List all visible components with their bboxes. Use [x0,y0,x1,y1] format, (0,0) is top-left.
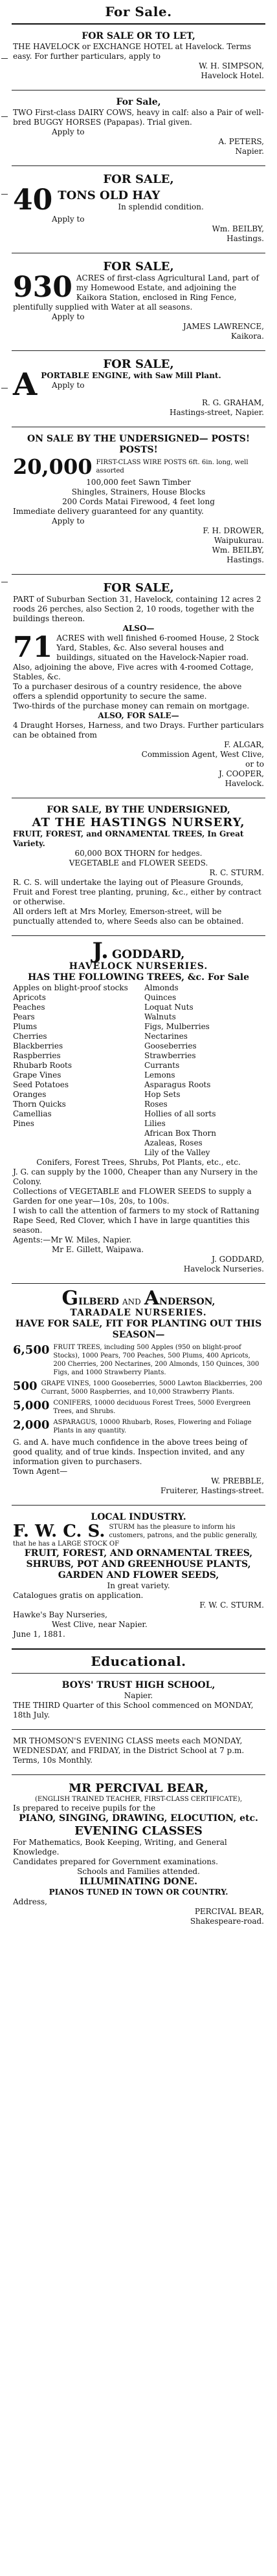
tree-list-item: Blackberries [13,1041,63,1050]
tree-list-item: Thorn Quicks [13,1100,66,1109]
tree-list-item: Hollies of all sorts [144,1109,216,1118]
ad-hay: FOR SALE, 40 TONS OLD HAY In splendid condition. Apply to Wm. BEILBY, Hastings. [13,173,264,243]
tree-list-item: Plums [13,1022,38,1031]
tree-list-item: Cherries [13,1032,47,1041]
ad-acres: FOR SALE, 930 ACRES of first-class Agricultural Land, part of my Homewood Estate, and adjoining the Kaikora Station, enclosed in Ring Fence, plentifully supplied with Water at all seasons. Apply to JAMES LAWRENCE, Kaikora. [13,260,264,341]
ad-cows: For Sale, TWO First-class DAIRY COWS, heavy in calf: also a Pair of well-bred BUGGY HORSES (Papapas). Trial given. Apply to A. PETERS, Napier. [13,97,264,156]
ad-hotel: FOR SALE OR TO LET, THE HAVELOCK or EXCHANGE HOTEL at Havelock. Terms easy. For further particulars, apply to W. H. SIMPSON, Havelock Hotel. [13,31,264,80]
tree-list-item: Strawberries [144,1051,196,1060]
for-sale-header: For Sale. [105,4,172,19]
ad-goddard-nurseries: J. GODDARD, HAVELOCK NURSERIES. HAS THE FOLLOWING TREES, &c. For Sale Apples on blight-proof stocks Apricots Peaches Pears Plums Cherries Blackberries Raspberries Rhubarb Roots Grape Vines Seed Potatoes Oranges Thorn Quicks Camellias Pines Almonds Quinces Loquat Nuts Walnuts Figs, Mulberries Nectarines Gooseberries Strawberries Currants Lemons Asparagus Roots Hop Sets Roses Hollies of all sorts Lilies African Box Thorn Azaleas, Roses Lily of the Valley Conifers, Forest Trees, Shrubs, Pot Plants, etc., etc. J. G. can supply by the 1000, Cheaper than any Nursery in the Colony. Collections of VEGETABLE and FLOWER SEEDS to supply a Garden for one year—10s, 20s, to 100s. I wish to call the attention of farmers to my stock of Rattaning Rape Seed, Red Clover, which I have in large quantities this season. Agents:—Mr W. Miles, Napier. Mr E. Gillett, Waipawa. J. GODDARD, Havelock Nurseries. [13,938,264,1273]
tree-list-item: Figs, Mulberries [144,1022,210,1031]
tree-list-item: Hop Sets [144,1090,181,1099]
tree-list-item: Grape Vines [13,1070,61,1080]
tree-list-item: Oranges [13,1090,47,1099]
ad-body: THE HAVELOCK or EXCHANGE HOTEL at Havelock. Terms easy. For further particulars, apply to [13,42,251,61]
advertisement-column [12,0,265,1932]
tree-list-item: African Box Thorn [144,1129,216,1138]
tree-list-item: Walnuts [144,1012,176,1021]
tree-list-item: Apricots [13,993,46,1002]
column-edge-rule [0,0,9,2576]
ad-engine: FOR SALE, A PORTABLE ENGINE, with Saw Mill Plant. Apply to R. G. GRAHAM, Hastings-street, Napier. [13,357,264,417]
tree-list-item: Azaleas, Roses [144,1138,203,1147]
ad-posts: ON SALE BY THE UNDERSIGNED— POSTS! POSTS! 20,000 FIRST-CLASS WIRE POSTS 6ft. 6in. long, well assorted 100,000 feet Sawn Timber Shingles, Strainers, House Blocks 200 Cords Matai Firewood, 4 feet long Immediate delivery guaranteed for any quantity. Apply to F. H. DROWER, Waipukurau. Wm. BEILBY, Hastings. [13,434,264,564]
tree-list-item: Raspberries [13,1051,61,1060]
tree-list-item: Pears [13,1012,35,1021]
tree-list-item: Seed Potatoes [13,1080,69,1089]
tree-list-item: Currants [144,1061,180,1070]
tree-list-item: Rhubarb Roots [13,1061,72,1070]
tree-list-item: Pines [13,1119,34,1128]
tree-list-item: Almonds [144,983,179,992]
ad-suburban: FOR SALE, PART of Suburban Section 31, Havelock, containing 12 acres 2 roods 26 perches, also Section 2, 10 roods, together with the buildings thereon. ALSO— 71 ACRES with well finished 6-roomed House, 2 Stock Yard, Stables, &c. Also several houses and buildings, situated on the Havelock-Napier road. Also, adjoining the above, Five acres with 4-roomed Cottage, Stables, &c. To a purchaser desirous of a country residence, the above offers a splendid opportunity to secure the same. Two-thirds of the purchase money can remain on mortgage. ALSO, FOR SALE— 4 Draught Horses, Harness, and two Drays. Further particulars can be obtained from F. ALGAR, Commission Agent, West Clive, or to J. COOPER, Havelock. [13,581,264,788]
tree-list-item: Lemons [144,1070,175,1080]
tree-list-item: Lilies [144,1119,166,1128]
tree-list-item: Gooseberries [144,1041,197,1050]
ad-local-industry: LOCAL INDUSTRY. F. W. C. S. STURM has the pleasure to inform his customers, patrons, and the public generally, that he has a LARGE STOCK OF FRUIT, FOREST, AND ORNAMENTAL TREES, SHRUBS, POT AND GREENHOUSE PLANTS, GARDEN AND FLOWER SEEDS, In great variety. Catalogues gratis on application. F. W. C. STURM. Hawke's Bay Nurseries, West Clive, near Napier. June 1, 1881. [13,1512,264,1639]
ad-evening-class: MR THOMSON'S EVENING CLASS meets each MONDAY, WEDNESDAY, and FRIDAY, in the District School at 7 p.m. Terms, 10s Monthly. [13,1736,245,1765]
ad-hastings-nursery: FOR SALE, BY THE UNDERSIGNED, AT THE HASTINGS NURSERY, FRUIT, FOREST, and ORNAMENTAL TREES, In Great Variety. 60,000 BOX THORN for hedges. VEGETABLE and FLOWER SEEDS. R. C. STURM. R. C. S. will undertake the laying out of Pleasure Grounds, Fruit and Forest tree planting, pruning, &c., either by contract or otherwise. All orders left at Mrs Morley, Emerson-street, will be punctually attended to, where Seeds also can be obtained. [13,805,264,926]
tree-list-item: Roses [144,1100,168,1109]
educational-header: Educational. [91,1654,186,1669]
tree-list-item: Nectarines [144,1032,188,1041]
ad-title: FOR SALE OR TO LET, [82,31,195,41]
tree-list-item: Quinces [144,993,177,1002]
ad-percival-bear: MR PERCIVAL BEAR, (ENGLISH TRAINED TEACHER, FIRST-CLASS CERTIFICATE), Is prepared to receive pupils for the PIANO, SINGING, DRAWING, ELOCUTION, etc. EVENING CLASSES For Mathematics, Book Keeping, Writing, and General Knowledge. Candidates prepared for Government examinations. Schools and Families attended. ILLUMINATING DONE. PIANOS TUNED IN TOWN OR COUNTRY. Address, PERCIVAL BEAR, Shakespeare-road. [13,1782,264,1926]
tree-list-item: Lily of the Valley [144,1148,210,1157]
ad-boys-high-school: BOYS' TRUST HIGH SCHOOL, Napier. THE THIRD Quarter of this School commenced on MONDAY, 18th July. [13,1680,254,1719]
tree-list-item: Peaches [13,1003,45,1012]
tree-list-item: Apples on blight-proof stocks [13,983,128,992]
goddard-tree-list [13,983,264,1158]
tree-list-item: Camellias [13,1109,52,1118]
tree-list-item: Asparagus Roots [144,1080,211,1089]
tree-list-item: Loquat Nuts [144,1003,194,1012]
ad-taradale-nurseries: GILBERD AND ANDERSON, TARADALE NURSERIES. HAVE FOR SALE, FIT FOR PLANTING OUT THIS SEASON— 6,500 FRUIT TREES, including 500 Apples (950 on blight-proof Stocks), 1000 Pears, 700 Peaches, 500 Plums, 400 Apricots, 200 Cherries, 200 Nectarines, 200 Almonds, 150 Quinces, 300 Figs, and 1000 Strawberry Plants. 500 GRAPE VINES, 1000 Gooseberries, 5000 Lawton Blackberries, 200 Currant, 5000 Raspberries, and 10,000 Strawberry Plants. 5,000 CONIFERS, 10000 deciduous Forest Trees, 5000 Evergreen Trees, and Shrubs. 2,000 ASPARAGUS, 10000 Rhubarb, Roses, Flowering and Foliage Plants in any quantity. G. and A. have much confidence in the above trees being of good quality, and of true kinds. Inspection invited, and any information given to purchasers. Town Agent— W. PREBBLE, Fruiterer, Hastings-street. [13,1287,264,1495]
